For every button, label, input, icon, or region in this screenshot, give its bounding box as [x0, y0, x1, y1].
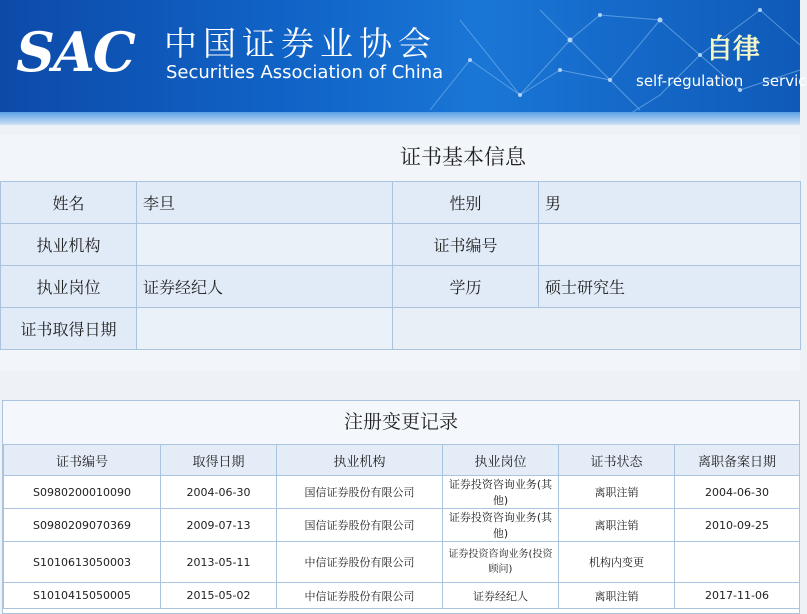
banner-bottom-strip — [0, 112, 800, 125]
logo-chinese-name: 中国证券业协会 — [164, 24, 437, 63]
table-row — [4, 542, 800, 583]
sac-logo: SAC — [16, 20, 134, 84]
gender-label: 性别 — [393, 182, 539, 224]
info-row-org — [1, 224, 801, 266]
cell-date: 2009-07-13 — [161, 509, 277, 542]
cell-date: 2004-06-30 — [161, 476, 277, 509]
cell-status: 离职注销 — [559, 509, 675, 542]
cert-date-label: 证书取得日期 — [1, 308, 137, 350]
table-header-row — [4, 445, 800, 476]
cell-position: 证券经纪人 — [443, 583, 559, 609]
cell-cert-number: S1010613050003 — [4, 542, 161, 583]
site-header-banner — [0, 0, 807, 125]
cell-org: 中信证券股份有限公司 — [277, 583, 443, 609]
slogan-chinese: 自律 — [706, 34, 760, 65]
cert-date-value — [137, 308, 393, 350]
cert-number-label: 证书编号 — [393, 224, 539, 266]
registration-changes-title: 注册变更记录 — [3, 401, 799, 444]
education-label: 学历 — [393, 266, 539, 308]
cell-status: 离职注销 — [559, 583, 675, 609]
position-label: 执业岗位 — [1, 266, 137, 308]
column-header-status: 证书状态 — [559, 445, 675, 476]
table-row — [4, 476, 800, 509]
table-row — [4, 583, 800, 609]
cell-cert-number: S0980200010090 — [4, 476, 161, 509]
cell-org: 中信证券股份有限公司 — [277, 542, 443, 583]
cell-position: 证券投资咨询业务(其他) — [443, 476, 559, 509]
cell-status: 离职注销 — [559, 476, 675, 509]
registration-changes-panel — [2, 400, 800, 614]
name-label: 姓名 — [1, 182, 137, 224]
name-value: 李旦 — [137, 182, 393, 224]
info-row-position — [1, 266, 801, 308]
cell-org: 国信证券股份有限公司 — [277, 509, 443, 542]
info-row-name — [1, 182, 801, 224]
cell-position: 证券投资咨询业务(投资顾问) — [443, 542, 559, 583]
cell-org: 国信证券股份有限公司 — [277, 476, 443, 509]
cell-position: 证券投资咨询业务(其他) — [443, 509, 559, 542]
org-value — [137, 224, 393, 266]
cell-date: 2015-05-02 — [161, 583, 277, 609]
basic-info-table — [0, 181, 801, 350]
cell-status: 机构内变更 — [559, 542, 675, 583]
logo-english-name: Securities Association of China — [166, 62, 444, 83]
column-header-date: 取得日期 — [161, 445, 277, 476]
education-value: 硕士研究生 — [539, 266, 801, 308]
cell-leave-date — [675, 542, 800, 583]
column-header-position: 执业岗位 — [443, 445, 559, 476]
info-row-cert-date — [1, 308, 801, 350]
cell-leave-date: 2017-11-06 — [675, 583, 800, 609]
slogan-self-regulation: self-regulation — [636, 72, 744, 90]
cell-date: 2013-05-11 — [161, 542, 277, 583]
basic-info-title: 证书基本信息 — [400, 145, 526, 169]
info-empty-cell — [393, 308, 801, 350]
cell-leave-date: 2010-09-25 — [675, 509, 800, 542]
cell-leave-date: 2004-06-30 — [675, 476, 800, 509]
column-header-org: 执业机构 — [277, 445, 443, 476]
cell-cert-number: S0980209070369 — [4, 509, 161, 542]
column-header-cert-number: 证书编号 — [4, 445, 161, 476]
org-label: 执业机构 — [1, 224, 137, 266]
table-row — [4, 509, 800, 542]
cert-number-value — [539, 224, 801, 266]
cell-cert-number: S1010415050005 — [4, 583, 161, 609]
gender-value: 男 — [539, 182, 801, 224]
column-header-leave-date: 离职备案日期 — [675, 445, 800, 476]
slogan-service: servic — [762, 72, 807, 90]
registration-changes-table — [3, 444, 800, 609]
position-value: 证券经纪人 — [137, 266, 393, 308]
